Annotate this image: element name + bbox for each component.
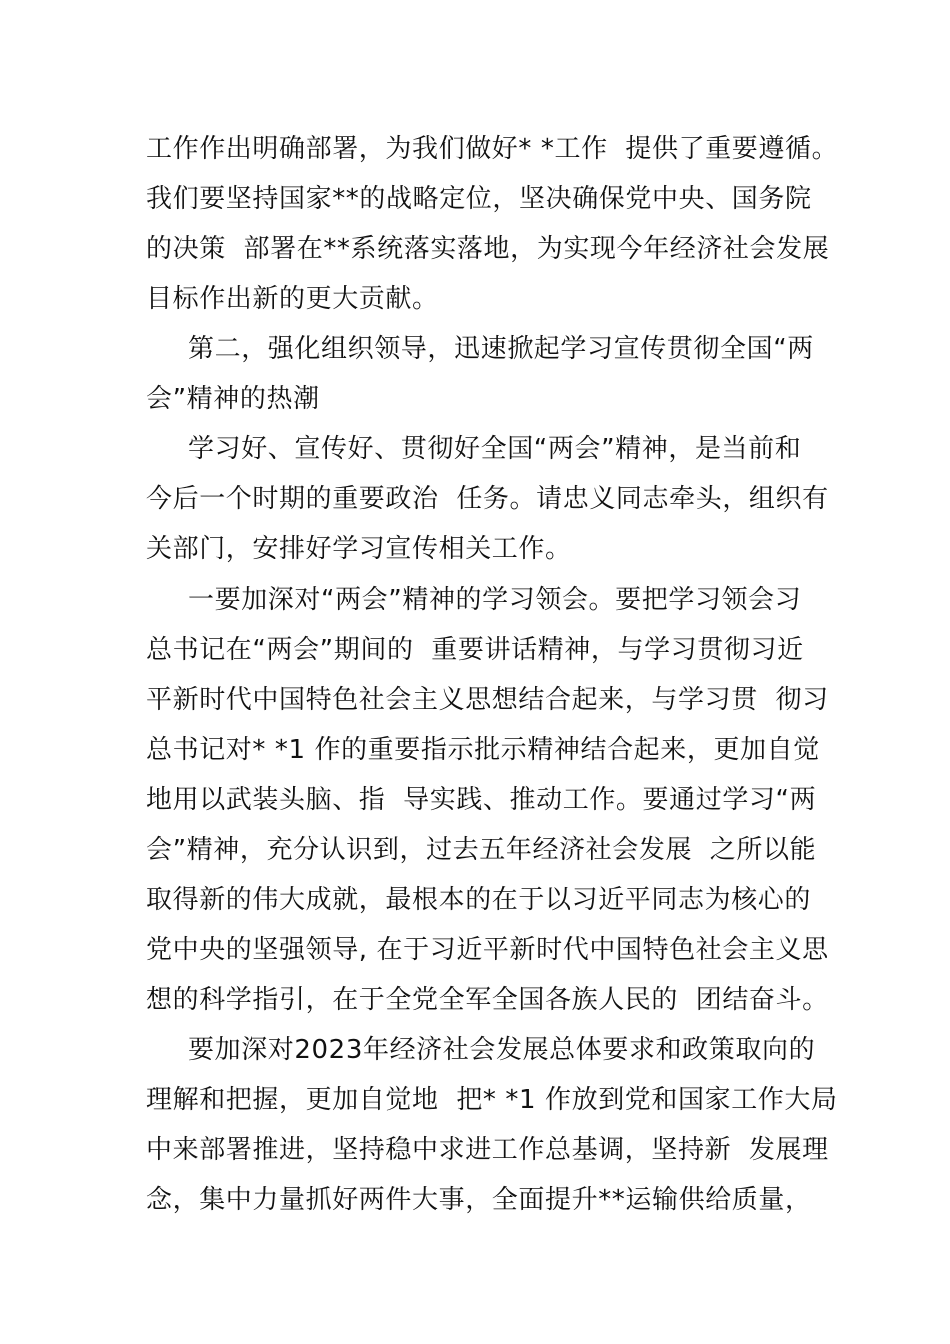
text-line: 工作作出明确部署，为我们做好* *工作 提供了重要遵循。 — [146, 134, 839, 164]
text-line: 念，集中力量抓好两件大事，全面提升**运输供给质量， — [146, 1185, 812, 1215]
text-line: 学习好、宣传好、贯彻好全国“两会”精神，是当前和 — [188, 434, 802, 464]
text-line: 理解和把握，更加自觉地 把* *1 作放到党和国家工作大局 — [146, 1085, 838, 1115]
text-line: 党中央的坚强领导, 在于习近平新时代中国特色社会主义思 — [146, 935, 829, 965]
text-line: 的决策 部署在**系统落实落地，为实现今年经济社会发展 — [146, 234, 830, 264]
text-line: 第二，强化组织领导，迅速掀起学习宣传贯彻全国“两 — [188, 334, 814, 364]
text-line: 今后一个时期的重要政治 任务。请忠义同志牵头，组织有 — [146, 484, 829, 514]
text-line: 会”精神，充分认识到，过去五年经济社会发展 之所以能 — [146, 835, 817, 865]
text-line: 中来部署推进，坚持稳中求进工作总基调，坚持新 发展理 — [146, 1135, 829, 1165]
text-line: 总书记在“两会”期间的 重要讲话精神，与学习贯彻习近 — [146, 635, 804, 665]
text-line: 目标作出新的更大贡献。 — [146, 284, 439, 314]
text-line: 平新时代中国特色社会主义思想结合起来，与学习贯 彻习 — [146, 685, 829, 715]
text-line: 我们要坚持国家**的战略定位，坚决确保党中央、国务院 — [146, 184, 812, 214]
text-line: 要加深对2023年经济社会发展总体要求和政策取向的 — [188, 1035, 816, 1065]
text-line: 会”精神的热潮 — [146, 384, 320, 414]
text-line: 取得新的伟大成就，最根本的在于以习近平同志为核心的 — [146, 885, 812, 915]
text-line: 一要加深对“两会”精神的学习领会。要把学习领会习 — [188, 585, 802, 615]
text-line: 关部门，安排好学习宣传相关工作。 — [146, 534, 572, 564]
text-line: 想的科学指引，在于全党全军全国各族人民的 团结奋斗。 — [146, 985, 829, 1015]
text-line: 总书记对* *1 作的重要指示批示精神结合起来，更加自觉 — [146, 735, 820, 765]
text-line: 地用以武装头脑、指 导实践、推动工作。要通过学习“两 — [146, 785, 817, 815]
